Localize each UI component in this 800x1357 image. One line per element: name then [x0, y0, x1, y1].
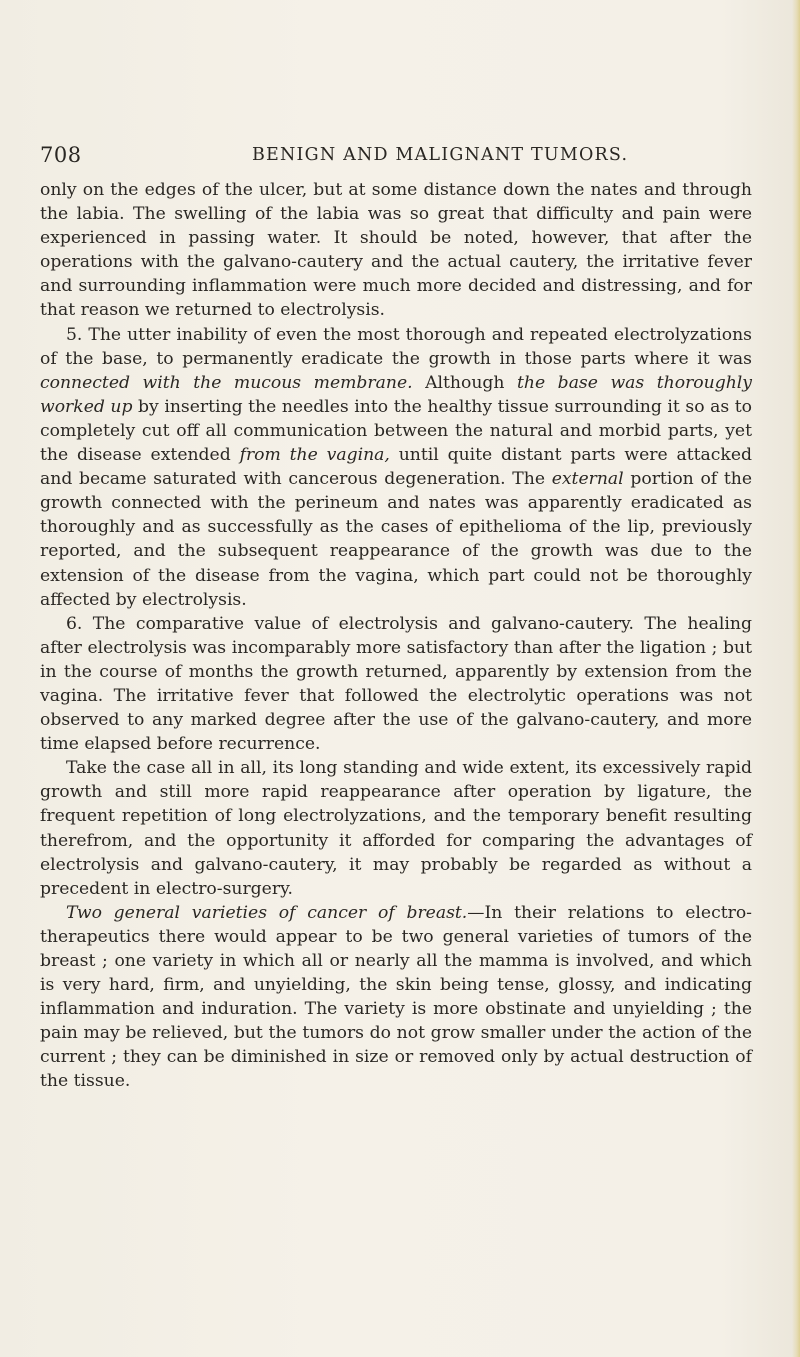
body-text — [40, 178, 752, 1094]
text-run: 6. The comparative value of electrolysis and galvano-cautery. The healing after electrolysis was incomparably more satisfactory than after the ligation ; but in the course of months the growth returned, apparently by extension from the vagina. The irritative fever that followed the electrolytic operations was not observed to any marked degree after the use of the galvano-cautery, and more time elapsed before recurrence. — [40, 613, 752, 755]
paragraph — [40, 756, 752, 901]
text-run: until quite distant parts were attacked and became saturated with cancerous degeneration. The — [40, 445, 752, 490]
running-head: BENIGN AND MALIGNANT TUMORS. — [252, 145, 629, 165]
italic-phrase: Two general varieties of cancer of breast. — [66, 902, 468, 923]
text-run: by inserting the needles into the healthy tissue surrounding it so as to completely cut off all communication between the natural and morbid parts, yet the disease extended — [40, 396, 752, 466]
italic-phrase: connected with the mucous membrane. — [40, 372, 413, 393]
paragraph — [40, 323, 752, 612]
paragraph — [40, 612, 752, 757]
text-run: only on the edges of the ulcer, but at some distance down the nates and through the labia. The swelling of the labia was so great that difficulty and pain were experienced in passing water. It should be noted, however, that after the operations with the galvano-cautery and the actual cautery, the irritative fever and surrounding inflammation were much more decided and distressing, and for that reason we returned to electrolysis. — [40, 180, 752, 321]
italic-phrase: from the vagina, — [239, 445, 390, 466]
text-run: 5. The utter inability of even the most thorough and repeated electrolyzations of the base, to permanently eradicate the growth in those parts where it was — [40, 324, 752, 369]
page-header — [40, 143, 760, 173]
text-run: —In their relations to electro-therapeutics there would appear to be two general varieties of tumors of the breast ; one variety in which all or nearly all the mamma is involved, and which is very hard, firm, and unyielding, the skin being tense, glossy, and indicating inflammation and induration. The variety is more obstinate and unyielding ; the pain may be relieved, but the tumors do not grow smaller under the action of the current ; they can be diminished in size or removed only by actual destruction of the tissue. — [40, 902, 752, 1092]
text-run: Although — [412, 372, 518, 393]
text-run: Take the case all in all, its long standing and wide extent, its excessively rapid growth and still more rapid reappearance after operation by ligature, the frequent repetition of long electrolyzations, and the temporary benefit resulting therefrom, and the opportunity it afforded for comparing the advantages of electrolysis and galvano-cautery, it may probably be regarded as without a precedent in electro-surgery. — [40, 758, 752, 899]
page-edge — [792, 0, 800, 1357]
paragraph — [40, 178, 752, 323]
paragraph — [40, 901, 752, 1094]
italic-phrase: the base was thoroughly worked up — [40, 372, 752, 417]
italic-phrase: external — [551, 469, 624, 490]
page-number: 708 — [40, 143, 82, 167]
text-run: portion of the growth connected with the perineum and nates was apparently eradicated as thoroughly and as successfully as the cases of epithelioma of the lip, previously reported, and the subsequent reappearance of the growth was due to the extension of the disease from the vagina, which part could not be thoroughly affected by electrolysis. — [40, 469, 752, 610]
